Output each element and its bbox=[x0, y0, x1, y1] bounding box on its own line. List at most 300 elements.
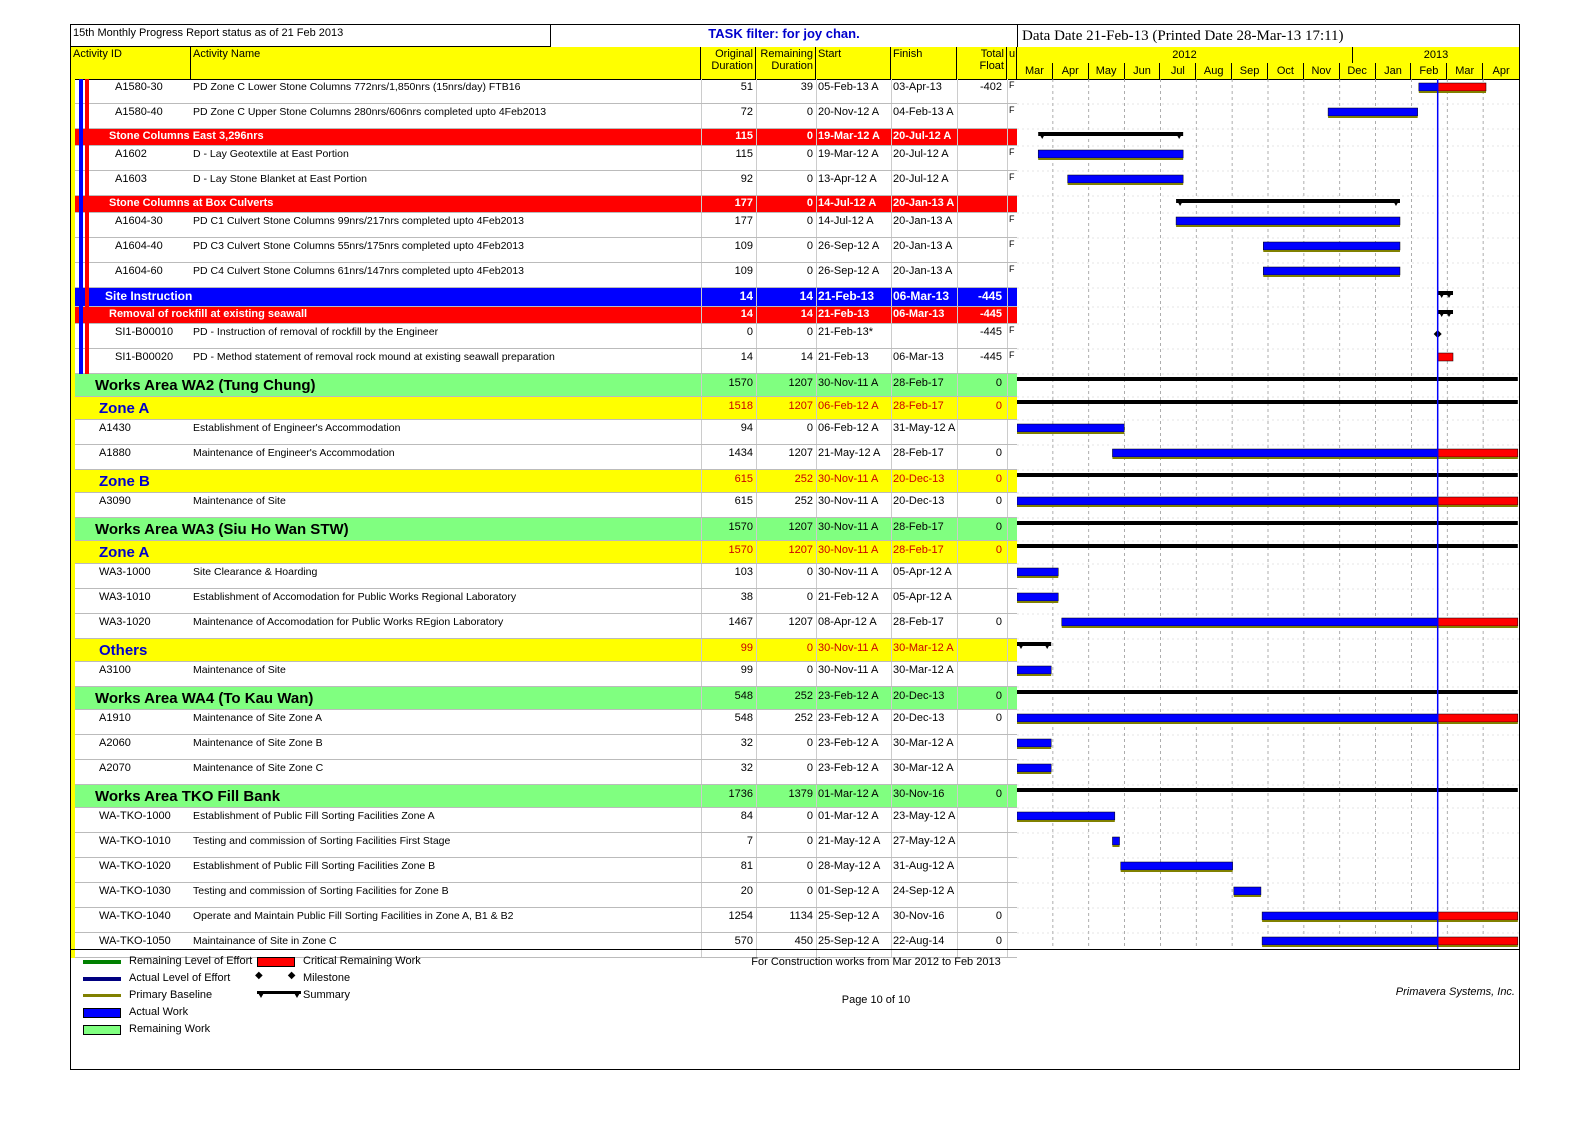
summary-bar bbox=[1017, 544, 1518, 548]
remaining-duration: 1134 bbox=[789, 910, 813, 922]
column-divider bbox=[701, 564, 702, 588]
actual-work-bar bbox=[1017, 568, 1058, 576]
column-divider bbox=[701, 213, 702, 237]
col-total-float bbox=[957, 47, 1007, 79]
column-divider bbox=[891, 129, 892, 145]
column-divider bbox=[957, 639, 958, 661]
activity-id: A3100 bbox=[99, 664, 131, 676]
activity-name: PD Zone C Lower Stone Columns 772nrs/1,850nrs (15nrs/day) FTB16 bbox=[193, 81, 521, 93]
column-divider bbox=[816, 104, 817, 128]
column-divider bbox=[957, 858, 958, 882]
column-divider bbox=[816, 662, 817, 686]
col-remaining-duration-line2: Duration bbox=[771, 60, 813, 72]
column-divider bbox=[756, 420, 757, 444]
column-divider bbox=[1007, 518, 1008, 540]
column-divider bbox=[957, 808, 958, 832]
column-divider bbox=[756, 79, 757, 103]
baseline-bar bbox=[1176, 225, 1400, 227]
remaining-duration: 1207 bbox=[788, 377, 813, 389]
summary-bar bbox=[1017, 788, 1518, 792]
start-date: 26-Sep-12 A bbox=[818, 265, 880, 277]
column-divider bbox=[701, 710, 702, 734]
remaining-duration: 0 bbox=[806, 215, 813, 227]
column-divider bbox=[756, 883, 757, 907]
column-divider bbox=[756, 104, 757, 128]
original-duration: 7 bbox=[746, 835, 753, 847]
activity-table bbox=[71, 79, 1017, 949]
finish-date: 20-Jul-12 A bbox=[893, 173, 949, 185]
timeline-months bbox=[1017, 63, 1519, 80]
finish-date: 23-May-12 A bbox=[893, 810, 956, 822]
column-divider bbox=[816, 564, 817, 588]
original-duration: 72 bbox=[740, 106, 753, 118]
column-divider bbox=[1007, 662, 1008, 686]
column-divider bbox=[957, 785, 958, 807]
remaining-duration: 450 bbox=[794, 935, 813, 947]
summary-bar bbox=[1038, 132, 1183, 136]
original-duration: 1434 bbox=[728, 447, 753, 459]
legend-swatch-primary-baseline bbox=[83, 994, 121, 997]
remaining-duration: 0 bbox=[806, 642, 813, 654]
baseline-bar bbox=[1112, 845, 1119, 847]
column-divider bbox=[816, 445, 817, 469]
column-divider bbox=[1007, 146, 1008, 170]
actual-work-bar bbox=[1262, 912, 1438, 920]
activity-name: Zone B bbox=[99, 473, 150, 490]
total-float: 0 bbox=[995, 544, 1002, 556]
original-duration: 1254 bbox=[728, 910, 753, 922]
legend-swatch-actual-loe bbox=[83, 977, 121, 981]
data-date-label: Data Date 21-Feb-13 (Printed Date 28-Mar-13 17:11) bbox=[1017, 25, 1519, 47]
activity-name: Works Area WA3 (Siu Ho Wan STW) bbox=[95, 521, 349, 538]
activity-name: PD C3 Culvert Stone Columns 55nrs/175nrs completed upto 4Feb2013 bbox=[193, 240, 524, 252]
col-original-duration-line1: Original bbox=[715, 48, 753, 60]
column-divider bbox=[756, 171, 757, 195]
actual-work-bar bbox=[1017, 666, 1051, 674]
finish-date: 28-Feb-17 bbox=[893, 544, 944, 556]
column-divider bbox=[816, 397, 817, 419]
column-divider bbox=[701, 196, 702, 212]
column-divider bbox=[701, 785, 702, 807]
column-divider bbox=[1007, 104, 1008, 128]
wbs-row bbox=[71, 288, 1017, 307]
column-divider bbox=[816, 374, 817, 396]
legend-swatch-remaining-loe bbox=[83, 960, 121, 964]
column-divider bbox=[1007, 785, 1008, 807]
finish-date: 28-Feb-17 bbox=[893, 400, 944, 412]
year-2013: 2013 bbox=[1423, 49, 1449, 61]
original-duration: 14 bbox=[739, 289, 753, 303]
actual-work-bar bbox=[1017, 739, 1051, 747]
activity-id: WA-TKO-1030 bbox=[99, 885, 171, 897]
original-duration: 1570 bbox=[728, 377, 753, 389]
activity-row bbox=[71, 833, 1017, 858]
start-date: 21-Feb-13 bbox=[818, 308, 870, 320]
column-divider bbox=[701, 833, 702, 857]
finish-date: 28-Feb-17 bbox=[893, 616, 944, 628]
activity-name: Stone Columns at Box Culverts bbox=[109, 197, 274, 209]
column-divider bbox=[957, 104, 958, 128]
total-float: 0 bbox=[995, 447, 1002, 459]
remaining-duration: 0 bbox=[806, 130, 813, 142]
actual-work-bar bbox=[1112, 449, 1437, 457]
column-divider bbox=[1007, 710, 1008, 734]
start-date: 21-Feb-13* bbox=[818, 326, 874, 338]
baseline-bar bbox=[1017, 772, 1051, 774]
activity-name: D - Lay Geotextile at East Portion bbox=[193, 148, 349, 160]
column-divider bbox=[816, 639, 817, 661]
original-duration: 1570 bbox=[728, 521, 753, 533]
column-divider bbox=[701, 349, 702, 373]
critical-remaining-bar bbox=[1438, 937, 1518, 945]
column-divider bbox=[891, 307, 892, 323]
activity-row bbox=[71, 445, 1017, 470]
original-duration: 570 bbox=[734, 935, 753, 947]
column-divider bbox=[816, 146, 817, 170]
total-float: 0 bbox=[995, 712, 1002, 724]
remaining-duration: 252 bbox=[794, 495, 813, 507]
finish-date: 20-Jul-12 A bbox=[893, 148, 949, 160]
baseline-bar bbox=[1263, 250, 1400, 252]
column-divider bbox=[756, 445, 757, 469]
actual-work-bar bbox=[1062, 618, 1438, 626]
start-date: 30-Nov-11 A bbox=[818, 473, 879, 485]
column-divider bbox=[1007, 213, 1008, 237]
column-divider bbox=[701, 760, 702, 784]
column-divider bbox=[816, 288, 817, 306]
column-divider bbox=[1007, 79, 1008, 103]
column-divider bbox=[957, 735, 958, 759]
col-original-duration bbox=[701, 47, 756, 79]
column-divider bbox=[756, 129, 757, 145]
remaining-duration: 1207 bbox=[788, 544, 813, 556]
activity-name: PD C4 Culvert Stone Columns 61nrs/147nrs completed upto 4Feb2013 bbox=[193, 265, 524, 277]
column-divider bbox=[891, 420, 892, 444]
original-duration: 548 bbox=[734, 712, 753, 724]
column-divider bbox=[1007, 470, 1008, 492]
column-divider bbox=[957, 760, 958, 784]
remaining-duration: 0 bbox=[806, 762, 813, 774]
remaining-duration: 0 bbox=[806, 106, 813, 118]
column-divider bbox=[756, 858, 757, 882]
column-divider bbox=[891, 785, 892, 807]
activity-name: Zone A bbox=[99, 400, 150, 417]
remaining-duration: 0 bbox=[806, 664, 813, 676]
month-label: Mar bbox=[1447, 63, 1483, 79]
column-divider bbox=[816, 614, 817, 638]
baseline-bar bbox=[1419, 91, 1486, 93]
column-divider bbox=[891, 324, 892, 348]
original-duration: 0 bbox=[746, 326, 753, 338]
start-date: 23-Feb-12 A bbox=[818, 762, 879, 774]
column-divider bbox=[756, 710, 757, 734]
activity-row bbox=[71, 79, 1017, 104]
original-duration: 32 bbox=[740, 762, 753, 774]
remaining-duration: 0 bbox=[806, 737, 813, 749]
start-date: 21-Feb-12 A bbox=[818, 591, 879, 603]
column-divider bbox=[891, 614, 892, 638]
remaining-duration: 0 bbox=[806, 265, 813, 277]
column-divider bbox=[756, 908, 757, 932]
column-divider bbox=[816, 213, 817, 237]
column-divider bbox=[816, 541, 817, 563]
activity-name: D - Lay Stone Blanket at East Portion bbox=[193, 173, 367, 185]
column-divider bbox=[891, 639, 892, 661]
summary-bar bbox=[1017, 377, 1518, 381]
column-divider bbox=[701, 238, 702, 262]
start-date: 23-Feb-12 A bbox=[818, 712, 879, 724]
column-divider bbox=[701, 687, 702, 709]
activity-row bbox=[71, 493, 1017, 518]
start-date: 13-Apr-12 A bbox=[818, 173, 877, 185]
baseline-bar bbox=[1017, 820, 1115, 822]
column-divider bbox=[957, 883, 958, 907]
column-divider bbox=[816, 470, 817, 492]
column-divider bbox=[1007, 760, 1008, 784]
column-divider bbox=[891, 374, 892, 396]
col-total-float-line1: Total bbox=[980, 48, 1004, 60]
column-divider bbox=[816, 808, 817, 832]
column-divider bbox=[701, 470, 702, 492]
start-date: 30-Nov-11 A bbox=[818, 642, 879, 654]
start-date: 30-Nov-11 A bbox=[818, 566, 879, 578]
column-divider bbox=[701, 518, 702, 540]
column-divider bbox=[1007, 808, 1008, 832]
total-float: 0 bbox=[995, 400, 1002, 412]
total-float: -445 bbox=[977, 289, 1002, 303]
legend-remaining-loe: Remaining Level of Effort bbox=[129, 955, 253, 967]
column-divider bbox=[701, 79, 702, 103]
activity-row bbox=[71, 735, 1017, 760]
column-divider bbox=[891, 589, 892, 613]
column-divider bbox=[891, 445, 892, 469]
activity-id: WA3-1000 bbox=[99, 566, 151, 578]
baseline-bar bbox=[1017, 747, 1051, 749]
wbs-row bbox=[71, 541, 1017, 564]
column-divider bbox=[957, 263, 958, 287]
activity-id: A1604-60 bbox=[115, 265, 163, 277]
column-divider bbox=[701, 324, 702, 348]
column-divider bbox=[891, 858, 892, 882]
baseline-bar bbox=[1062, 626, 1518, 628]
col-remaining-duration-line1: Remaining bbox=[760, 48, 813, 60]
column-divider bbox=[891, 760, 892, 784]
actual-work-bar bbox=[1017, 714, 1438, 722]
legend-primary-baseline: Primary Baseline bbox=[129, 989, 213, 1001]
wbs-row bbox=[71, 687, 1017, 710]
remaining-duration: 1207 bbox=[788, 616, 813, 628]
column-divider bbox=[756, 374, 757, 396]
activity-row bbox=[71, 420, 1017, 445]
original-duration: 177 bbox=[734, 197, 753, 209]
activity-id: A2060 bbox=[99, 737, 131, 749]
column-divider bbox=[1007, 445, 1008, 469]
legend-summary: Summary bbox=[303, 989, 351, 1001]
start-date: 14-Jul-12 A bbox=[818, 197, 877, 209]
column-divider bbox=[1007, 493, 1008, 517]
activity-name: Maintenance of Site bbox=[193, 664, 286, 676]
remaining-duration: 252 bbox=[794, 712, 813, 724]
start-date: 30-Nov-11 A bbox=[818, 495, 879, 507]
activity-name: Maintenance of Accomodation for Public Works REgion Laboratory bbox=[193, 616, 504, 628]
column-divider bbox=[957, 470, 958, 492]
actual-work-bar bbox=[1419, 83, 1438, 91]
flag-marker: F bbox=[1009, 105, 1015, 115]
actual-work-bar bbox=[1234, 887, 1261, 895]
wbs-row bbox=[71, 470, 1017, 493]
wbs-row bbox=[71, 196, 1017, 213]
column-divider bbox=[816, 785, 817, 807]
column-divider bbox=[891, 662, 892, 686]
actual-work-bar bbox=[1068, 175, 1183, 183]
baseline-bar bbox=[1121, 870, 1233, 872]
legend-swatch-critical-remaining bbox=[257, 957, 295, 967]
activity-id: A1603 bbox=[115, 173, 147, 185]
column-divider bbox=[816, 196, 817, 212]
start-date: 01-Sep-12 A bbox=[818, 885, 880, 897]
activity-row bbox=[71, 614, 1017, 639]
activity-name: Works Area WA4 (To Kau Wan) bbox=[95, 690, 314, 707]
column-divider bbox=[701, 420, 702, 444]
column-divider bbox=[756, 662, 757, 686]
legend-remaining-work: Remaining Work bbox=[129, 1023, 211, 1035]
activity-id: WA-TKO-1010 bbox=[99, 835, 171, 847]
column-divider bbox=[756, 146, 757, 170]
activity-row bbox=[71, 808, 1017, 833]
activity-name: Site Clearance & Hoarding bbox=[193, 566, 318, 578]
column-divider bbox=[891, 541, 892, 563]
finish-date: 20-Jan-13 A bbox=[893, 215, 953, 227]
month-label: Jul bbox=[1160, 63, 1196, 79]
activity-id: A1604-30 bbox=[115, 215, 163, 227]
column-divider bbox=[756, 349, 757, 373]
baseline-bar bbox=[1017, 722, 1518, 724]
page-number: Page 10 of 10 bbox=[841, 994, 911, 1006]
summary-bar bbox=[1017, 473, 1518, 477]
column-divider bbox=[1007, 288, 1008, 306]
start-date: 30-Nov-11 A bbox=[818, 544, 879, 556]
activity-name: PD - Instruction of removal of rockfill by the Engineer bbox=[193, 326, 439, 338]
finish-date: 20-Jan-13 A bbox=[893, 240, 953, 252]
actual-work-bar bbox=[1017, 497, 1438, 505]
critical-remaining-bar bbox=[1438, 497, 1518, 505]
column-divider bbox=[701, 288, 702, 306]
brand-label: Primavera Systems, Inc. bbox=[1395, 986, 1515, 998]
original-duration: 99 bbox=[740, 664, 753, 676]
activity-row bbox=[71, 710, 1017, 735]
column-divider bbox=[701, 171, 702, 195]
wbs-row bbox=[71, 397, 1017, 420]
activity-row bbox=[71, 324, 1017, 349]
legend-swatch-actual-work bbox=[83, 1008, 121, 1018]
finish-date: 05-Apr-12 A bbox=[893, 566, 952, 578]
actual-work-bar bbox=[1017, 593, 1058, 601]
actual-work-bar bbox=[1017, 424, 1124, 432]
total-float: 0 bbox=[995, 788, 1002, 800]
column-divider bbox=[891, 735, 892, 759]
column-divider bbox=[816, 307, 817, 323]
activity-row bbox=[71, 858, 1017, 883]
column-divider bbox=[957, 374, 958, 396]
total-float: -445 bbox=[979, 351, 1002, 363]
column-divider bbox=[1007, 564, 1008, 588]
original-duration: 38 bbox=[740, 591, 753, 603]
column-divider bbox=[756, 564, 757, 588]
activity-row bbox=[71, 760, 1017, 785]
finish-date: 06-Mar-13 bbox=[893, 289, 950, 303]
finish-date: 27-May-12 A bbox=[893, 835, 956, 847]
original-duration: 14 bbox=[740, 308, 753, 320]
remaining-duration: 0 bbox=[806, 148, 813, 160]
column-divider bbox=[701, 639, 702, 661]
original-duration: 115 bbox=[735, 130, 753, 142]
activity-name: Testing and commission of Sorting Facilities First Stage bbox=[193, 835, 451, 847]
finish-date: 31-May-12 A bbox=[893, 422, 956, 434]
finish-date: 30-Nov-16 bbox=[893, 910, 945, 922]
baseline-bar bbox=[1262, 945, 1518, 947]
column-divider bbox=[756, 470, 757, 492]
column-divider bbox=[1007, 238, 1008, 262]
column-divider bbox=[816, 349, 817, 373]
month-label: Aug bbox=[1196, 63, 1232, 79]
original-duration: 1570 bbox=[728, 544, 753, 556]
total-float: 0 bbox=[995, 910, 1002, 922]
activity-name: Operate and Maintain Public Fill Sorting Facilities in Zone A, B1 & B2 bbox=[193, 910, 514, 922]
finish-date: 30-Nov-16 bbox=[893, 788, 945, 800]
finish-date: 22-Aug-14 bbox=[893, 935, 945, 947]
activity-name: PD C1 Culvert Stone Columns 99nrs/217nrs completed upto 4Feb2013 bbox=[193, 215, 524, 227]
actual-work-bar bbox=[1017, 812, 1115, 820]
flag-marker: F bbox=[1009, 239, 1015, 249]
finish-date: 24-Sep-12 A bbox=[893, 885, 955, 897]
column-divider bbox=[701, 541, 702, 563]
activity-name: Establishment of Accomodation for Public Works Regional Laboratory bbox=[193, 591, 517, 603]
finish-date: 20-Jan-13 A bbox=[893, 197, 955, 209]
activity-name: Establishment of Engineer's Accommodation bbox=[193, 422, 401, 434]
column-divider bbox=[957, 146, 958, 170]
actual-work-bar bbox=[1328, 108, 1418, 116]
summary-bar bbox=[1176, 199, 1400, 203]
column-divider bbox=[756, 760, 757, 784]
flag-marker: F bbox=[1009, 172, 1015, 182]
activity-id: A1580-30 bbox=[115, 81, 163, 93]
column-divider bbox=[701, 908, 702, 932]
column-divider bbox=[701, 263, 702, 287]
month-label: Nov bbox=[1304, 63, 1340, 79]
start-date: 20-Nov-12 A bbox=[818, 106, 880, 118]
column-divider bbox=[1007, 171, 1008, 195]
column-divider bbox=[701, 858, 702, 882]
column-divider bbox=[1007, 858, 1008, 882]
finish-date: 06-Mar-13 bbox=[893, 351, 944, 363]
activity-name: Maintenance of Engineer's Accommodation bbox=[193, 447, 395, 459]
column-divider bbox=[1007, 324, 1008, 348]
activity-name: Maintenance of Site Zone B bbox=[193, 737, 323, 749]
column-divider bbox=[756, 785, 757, 807]
footer bbox=[71, 949, 1519, 1070]
start-date: 23-Feb-12 A bbox=[818, 737, 879, 749]
baseline-bar bbox=[1017, 505, 1518, 507]
column-divider bbox=[957, 564, 958, 588]
baseline-bar bbox=[1263, 275, 1400, 277]
activity-id: A3090 bbox=[99, 495, 131, 507]
finish-date: 20-Dec-13 bbox=[893, 712, 945, 724]
activity-row bbox=[71, 883, 1017, 908]
wbs-row bbox=[71, 307, 1017, 324]
start-date: 23-Feb-12 A bbox=[818, 690, 879, 702]
column-divider bbox=[701, 146, 702, 170]
column-divider bbox=[891, 493, 892, 517]
